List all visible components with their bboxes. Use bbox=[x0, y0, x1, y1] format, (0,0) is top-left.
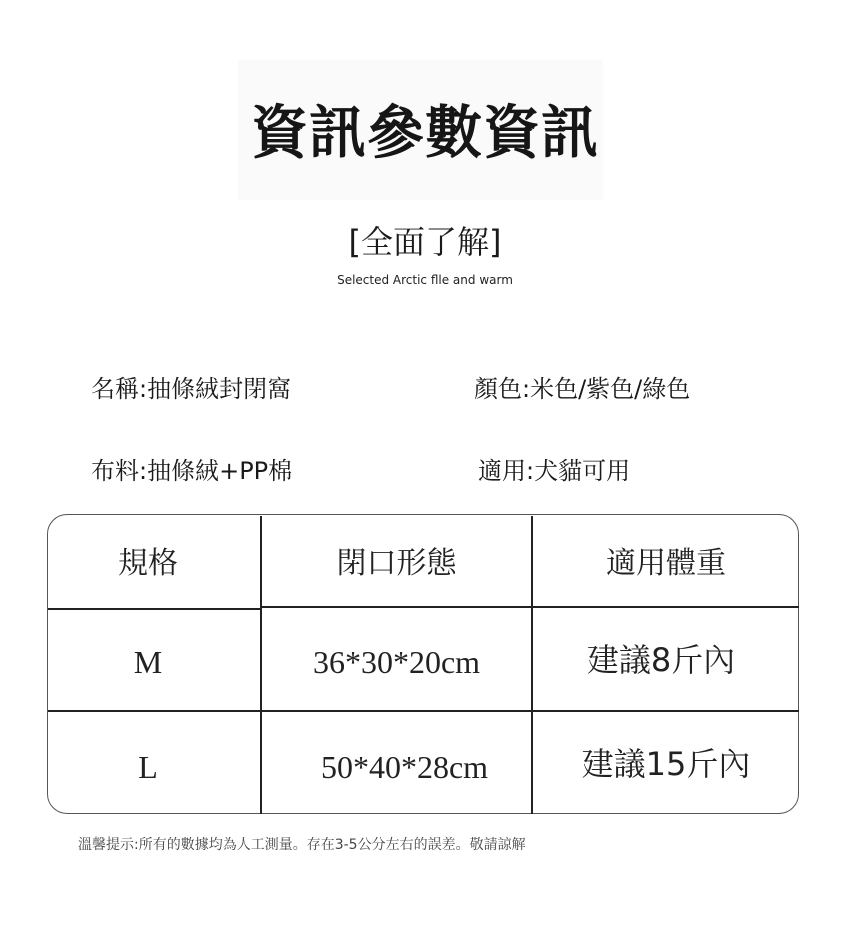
product-fabric: 布料:抽條絨+PP棉 bbox=[91, 457, 293, 485]
table-header-cell: 適用體重 bbox=[606, 546, 726, 581]
product-colors: 顏色:米色/紫色/綠色 bbox=[474, 375, 691, 403]
table-rule bbox=[48, 710, 799, 712]
table-cell-size: M bbox=[133, 644, 163, 680]
table-cell-dimensions: 50*40*28cm bbox=[320, 749, 489, 785]
table-header-cell: 規格 bbox=[118, 546, 178, 581]
product-usage: 適用:犬貓可用 bbox=[478, 457, 631, 485]
table-cell-size: L bbox=[138, 749, 158, 785]
product-name: 名稱:抽條絨封閉窩 bbox=[91, 375, 292, 403]
tagline: Selected Arctic flle and warm bbox=[337, 273, 513, 287]
table-header-cell: 閉口形態 bbox=[336, 546, 457, 581]
table-cell-weight: 建議8斤內 bbox=[586, 641, 736, 679]
table-cell-weight: 建議15斤內 bbox=[581, 745, 751, 783]
page-subtitle: [全面了解] bbox=[348, 223, 502, 261]
footer-note: 溫馨提示:所有的數據均為人工測量。存在3-5公分左右的誤差。敬請諒解 bbox=[78, 837, 526, 853]
table-cell-dimensions: 36*30*20cm bbox=[312, 644, 481, 680]
table-rule bbox=[48, 608, 262, 610]
page-title: 資訊參數資訊 bbox=[251, 100, 599, 166]
